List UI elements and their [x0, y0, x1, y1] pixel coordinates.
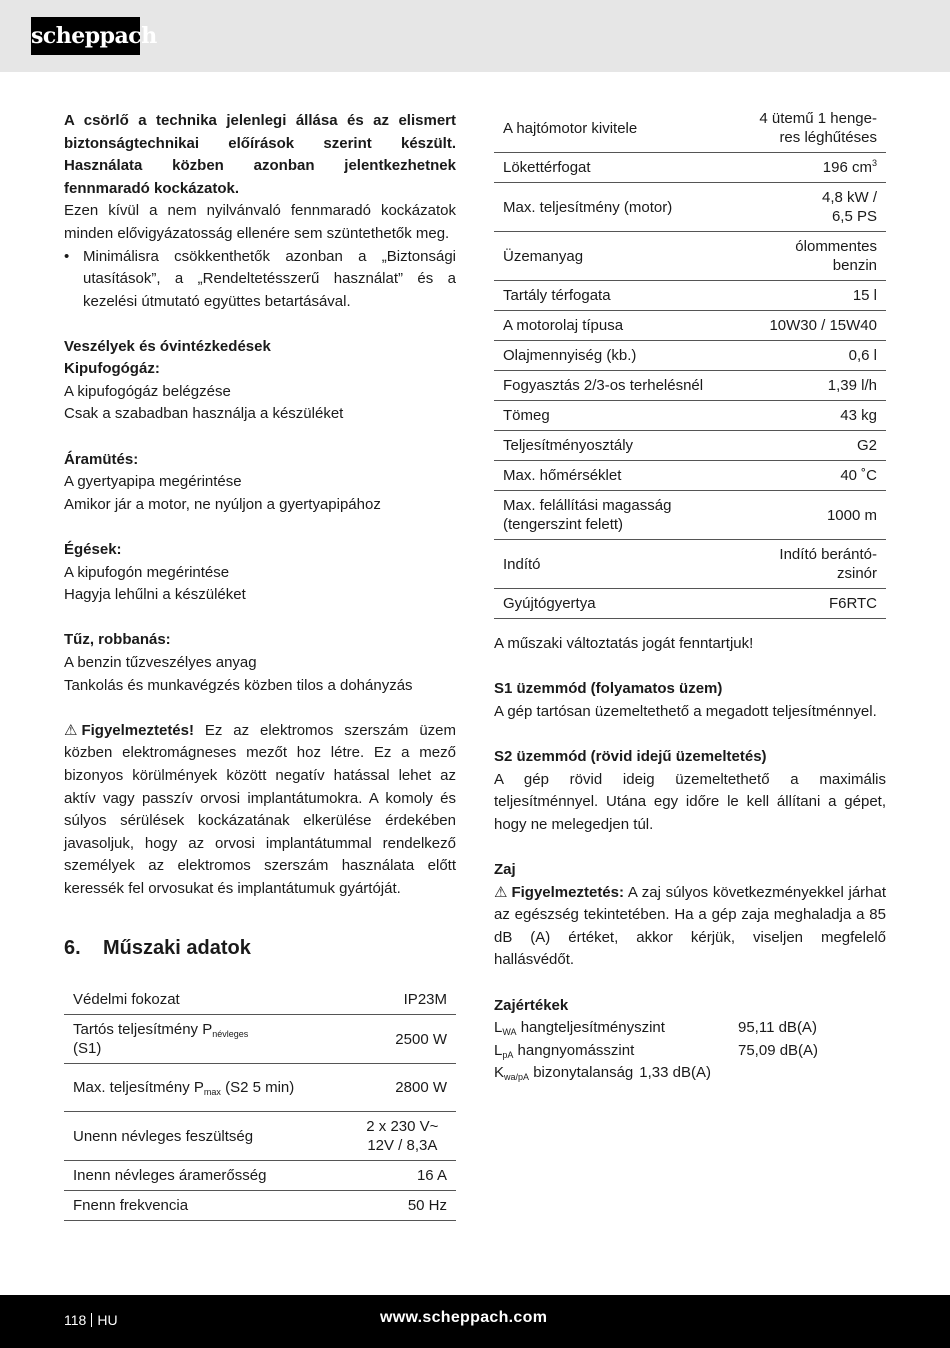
hazard-line: A kipufogógáz belégzése: [64, 382, 231, 400]
disclaimer-text: A műszaki változtatás jogát fenntartjuk!: [494, 635, 754, 652]
intro-warning-text: A csörlő a technika jelenlegi állása és az elismert biztonságtechnikai előírások szerint készült. Használata közben azonban jelentkezhetnek fennmaradó kockázatok.: [64, 112, 456, 197]
noise-value: 1,33 dB(A): [639, 1064, 711, 1082]
spec-label: Lökettérfogat: [503, 159, 591, 176]
s1-text: A gép tartósan üzemeltethető a megadott teljesítménnyel.: [494, 702, 877, 720]
noise-values-title: Zajértékek: [494, 996, 569, 1014]
table-row: [494, 311, 886, 341]
table-row: [64, 1015, 456, 1064]
section-number: 6.: [64, 936, 81, 959]
spec-value: 4,8 kW / 6,5 PS: [821, 189, 877, 225]
spec-value: 15 l: [852, 287, 877, 304]
warning-text: A zaj súlyos következményekkel járhat az egészség tekintetében. Ha a gép zaja meghaladja a 85 dB (A) értéket, akkor kérjük, viseljen megfelelő hallásvédőt.: [494, 883, 887, 969]
spec-value: 2800 W: [395, 1079, 447, 1096]
table-row: [494, 491, 886, 540]
noise-warning-paragraph: [494, 882, 886, 972]
spec-value: 40 ˚C: [840, 467, 877, 484]
table-row: [494, 153, 886, 183]
spec-value: 16 A: [416, 1167, 447, 1184]
page-number: 118 HU: [64, 1312, 118, 1328]
scheppach-logo: scheppach: [31, 17, 140, 55]
spec-label: A motorolaj típusa: [503, 317, 624, 334]
table-row: [494, 431, 886, 461]
spec-value: 2 x 230 V~ 12V / 8,3A: [366, 1118, 439, 1154]
hazard-line: Amikor jár a motor, ne nyúljon a gyertyapipához: [64, 495, 381, 513]
warning-triangle-icon: ⚠: [64, 721, 78, 739]
warning-triangle-icon: ⚠: [494, 883, 508, 901]
spec-value: 1,39 l/h: [827, 377, 877, 394]
hazard-title: Áramütés:: [64, 450, 139, 468]
footer-website-link[interactable]: www.scheppach.com: [380, 1309, 548, 1326]
spec-value: 2500 W: [395, 1030, 447, 1048]
spec-value: 50 Hz: [407, 1197, 447, 1214]
table-row: [64, 1112, 456, 1161]
table-row: [494, 232, 886, 281]
hazard-line: Tankolás és munkavégzés közben tilos a dohányzás: [64, 676, 413, 694]
spec-value: 43 kg: [840, 407, 877, 424]
noise-value: 75,09 dB(A): [738, 1041, 819, 1059]
spec-label: A hajtómotor kivitele: [503, 119, 638, 137]
spec-label: Inenn névleges áramerősség: [73, 1167, 267, 1184]
engine-spec-table: [494, 104, 886, 619]
hazard-line: Csak a szabadban használja a készüléket: [64, 405, 344, 423]
table-row: [494, 183, 886, 232]
spec-label: Gyújtógyertya: [503, 595, 596, 612]
hazard-title: Égések:: [64, 541, 122, 558]
spec-label: Max. teljesítmény (motor): [503, 198, 673, 216]
spec-label: Max. teljesítmény $P_{max}$ (S2 5 min): [73, 1079, 295, 1097]
hazard-line: A benzin tűzveszélyes anyag: [64, 653, 257, 671]
spec-label: Max. felállítási magasság (tengerszint felett): [503, 497, 672, 533]
table-row: [64, 1064, 456, 1112]
noise-value-row: $K_{wa/pA}$ bizonytalanság 1,33 dB(A): [494, 1062, 886, 1085]
spec-label: Olajmennyiség (kb.): [503, 347, 637, 364]
right-column: [494, 104, 886, 1085]
section-heading: [64, 933, 456, 963]
s2-text: A gép rövid ideig üzemeltethető a maximális teljesítménnyel. Utána egy időre le kell állítani a gépet, hogy ne melegedjen túl.: [494, 770, 886, 833]
intro-bullet-list: [64, 246, 456, 314]
spec-label: Max. hőmérséklet: [503, 467, 622, 484]
table-row: [494, 341, 886, 371]
spec-label: Védelmi fokozat: [73, 990, 180, 1008]
hazard-line: Hagyja lehűlni a készüléket: [64, 586, 246, 604]
table-row: [494, 281, 886, 311]
spec-label: Teljesítményosztály: [503, 437, 634, 454]
left-column: [64, 110, 456, 1221]
table-row: [64, 1161, 456, 1191]
noise-value: 95,11 dB(A): [738, 1019, 817, 1037]
table-row: [494, 371, 886, 401]
hazard-line: A gyertyapipa megérintése: [64, 473, 242, 491]
noise-title: Zaj: [494, 860, 516, 878]
spec-label: Indító: [503, 555, 541, 573]
hazard-title: Kipufogógáz:: [64, 360, 160, 378]
spec-label: Tartós teljesítmény $P_{névleges}$ (S1): [73, 1021, 249, 1057]
table-row: [494, 589, 886, 619]
spec-value: 196 $cm^3$: [822, 158, 877, 176]
hazard-line: A kipufogón megérintése: [64, 563, 230, 581]
spec-value: ólommentes benzin: [795, 238, 877, 274]
spec-label: Tartály térfogata: [503, 287, 611, 304]
warning-text: Ez az elektromos szerszám üzem közben elektromágneses mezőt hoz létre. Ez a mező bizonyos körülmények között negatív hatással lehet az aktív vagy passzív orvosi implantátumokra. A komoly és súlyos sérülések kockázatának elkerülése érdekében javasoljuk, hogy az orvosi implantátummal rendelkező személyek az elektromos szerszám használata előtt keressék fel orvosukat és implantátumuk gyártóját.: [64, 721, 456, 897]
table-row: [494, 461, 886, 491]
spec-value: G2: [856, 437, 877, 454]
spec-value: 4 ütemű 1 henge- res léghűtéses: [759, 110, 877, 146]
warning-label: Figyelmeztetés:: [511, 883, 624, 901]
table-row: [64, 985, 456, 1015]
warning-label: Figyelmeztetés!: [81, 721, 194, 739]
electrical-spec-table: [64, 985, 456, 1222]
noise-value-row: $L_{pA}$ hangnyomásszint 75,09 dB(A): [494, 1040, 886, 1063]
spec-label: Fogyasztás 2/3-os terhelésnél: [503, 377, 704, 394]
spec-value: 10W30 / 15W40: [769, 317, 877, 334]
table-row: [64, 1191, 456, 1221]
s2-title: S2 üzemmód (rövid idejű üzemeltetés): [494, 747, 767, 765]
noise-value-row: $L_{WA}$ hangteljesítményszint 95,11 dB(A): [494, 1017, 886, 1040]
emf-warning-paragraph: [64, 720, 456, 901]
spec-value: IP23M: [403, 990, 447, 1008]
list-item: • Minimálisra csökkenthetők azonban a „Biztonsági utasítások”, a „Rendeltetésszerű használat” és a kezelési útmutató együttes betartásával.: [64, 246, 456, 314]
spec-value: F6RTC: [828, 595, 877, 612]
intro-residual-risk-text: Ezen kívül a nem nyilvánvaló fennmaradó kockázatok minden elővigyázatosság ellenére sem szüntethetők meg.: [64, 202, 456, 242]
section-title: Műszaki adatok: [103, 936, 251, 959]
spec-label: Fnenn frekvencia: [73, 1197, 189, 1214]
table-row: [494, 104, 886, 153]
spec-label: Üzemanyag: [503, 247, 584, 265]
table-row: [494, 401, 886, 431]
spec-value: 1000 m: [826, 506, 877, 524]
spec-value: Indító berántó- zsinór: [779, 546, 877, 582]
spec-label: Unenn névleges feszültség: [73, 1127, 254, 1145]
hazards-title: Veszélyek és óvintézkedések: [64, 337, 271, 355]
page-footer: [0, 1295, 950, 1348]
spec-value: 0,6 l: [848, 347, 877, 364]
table-row: [494, 540, 886, 589]
hazard-title: Tűz, robbanás:: [64, 631, 171, 649]
page-header: [0, 0, 950, 72]
s1-title: S1 üzemmód (folyamatos üzem): [494, 680, 723, 698]
spec-label: Tömeg: [503, 407, 550, 424]
